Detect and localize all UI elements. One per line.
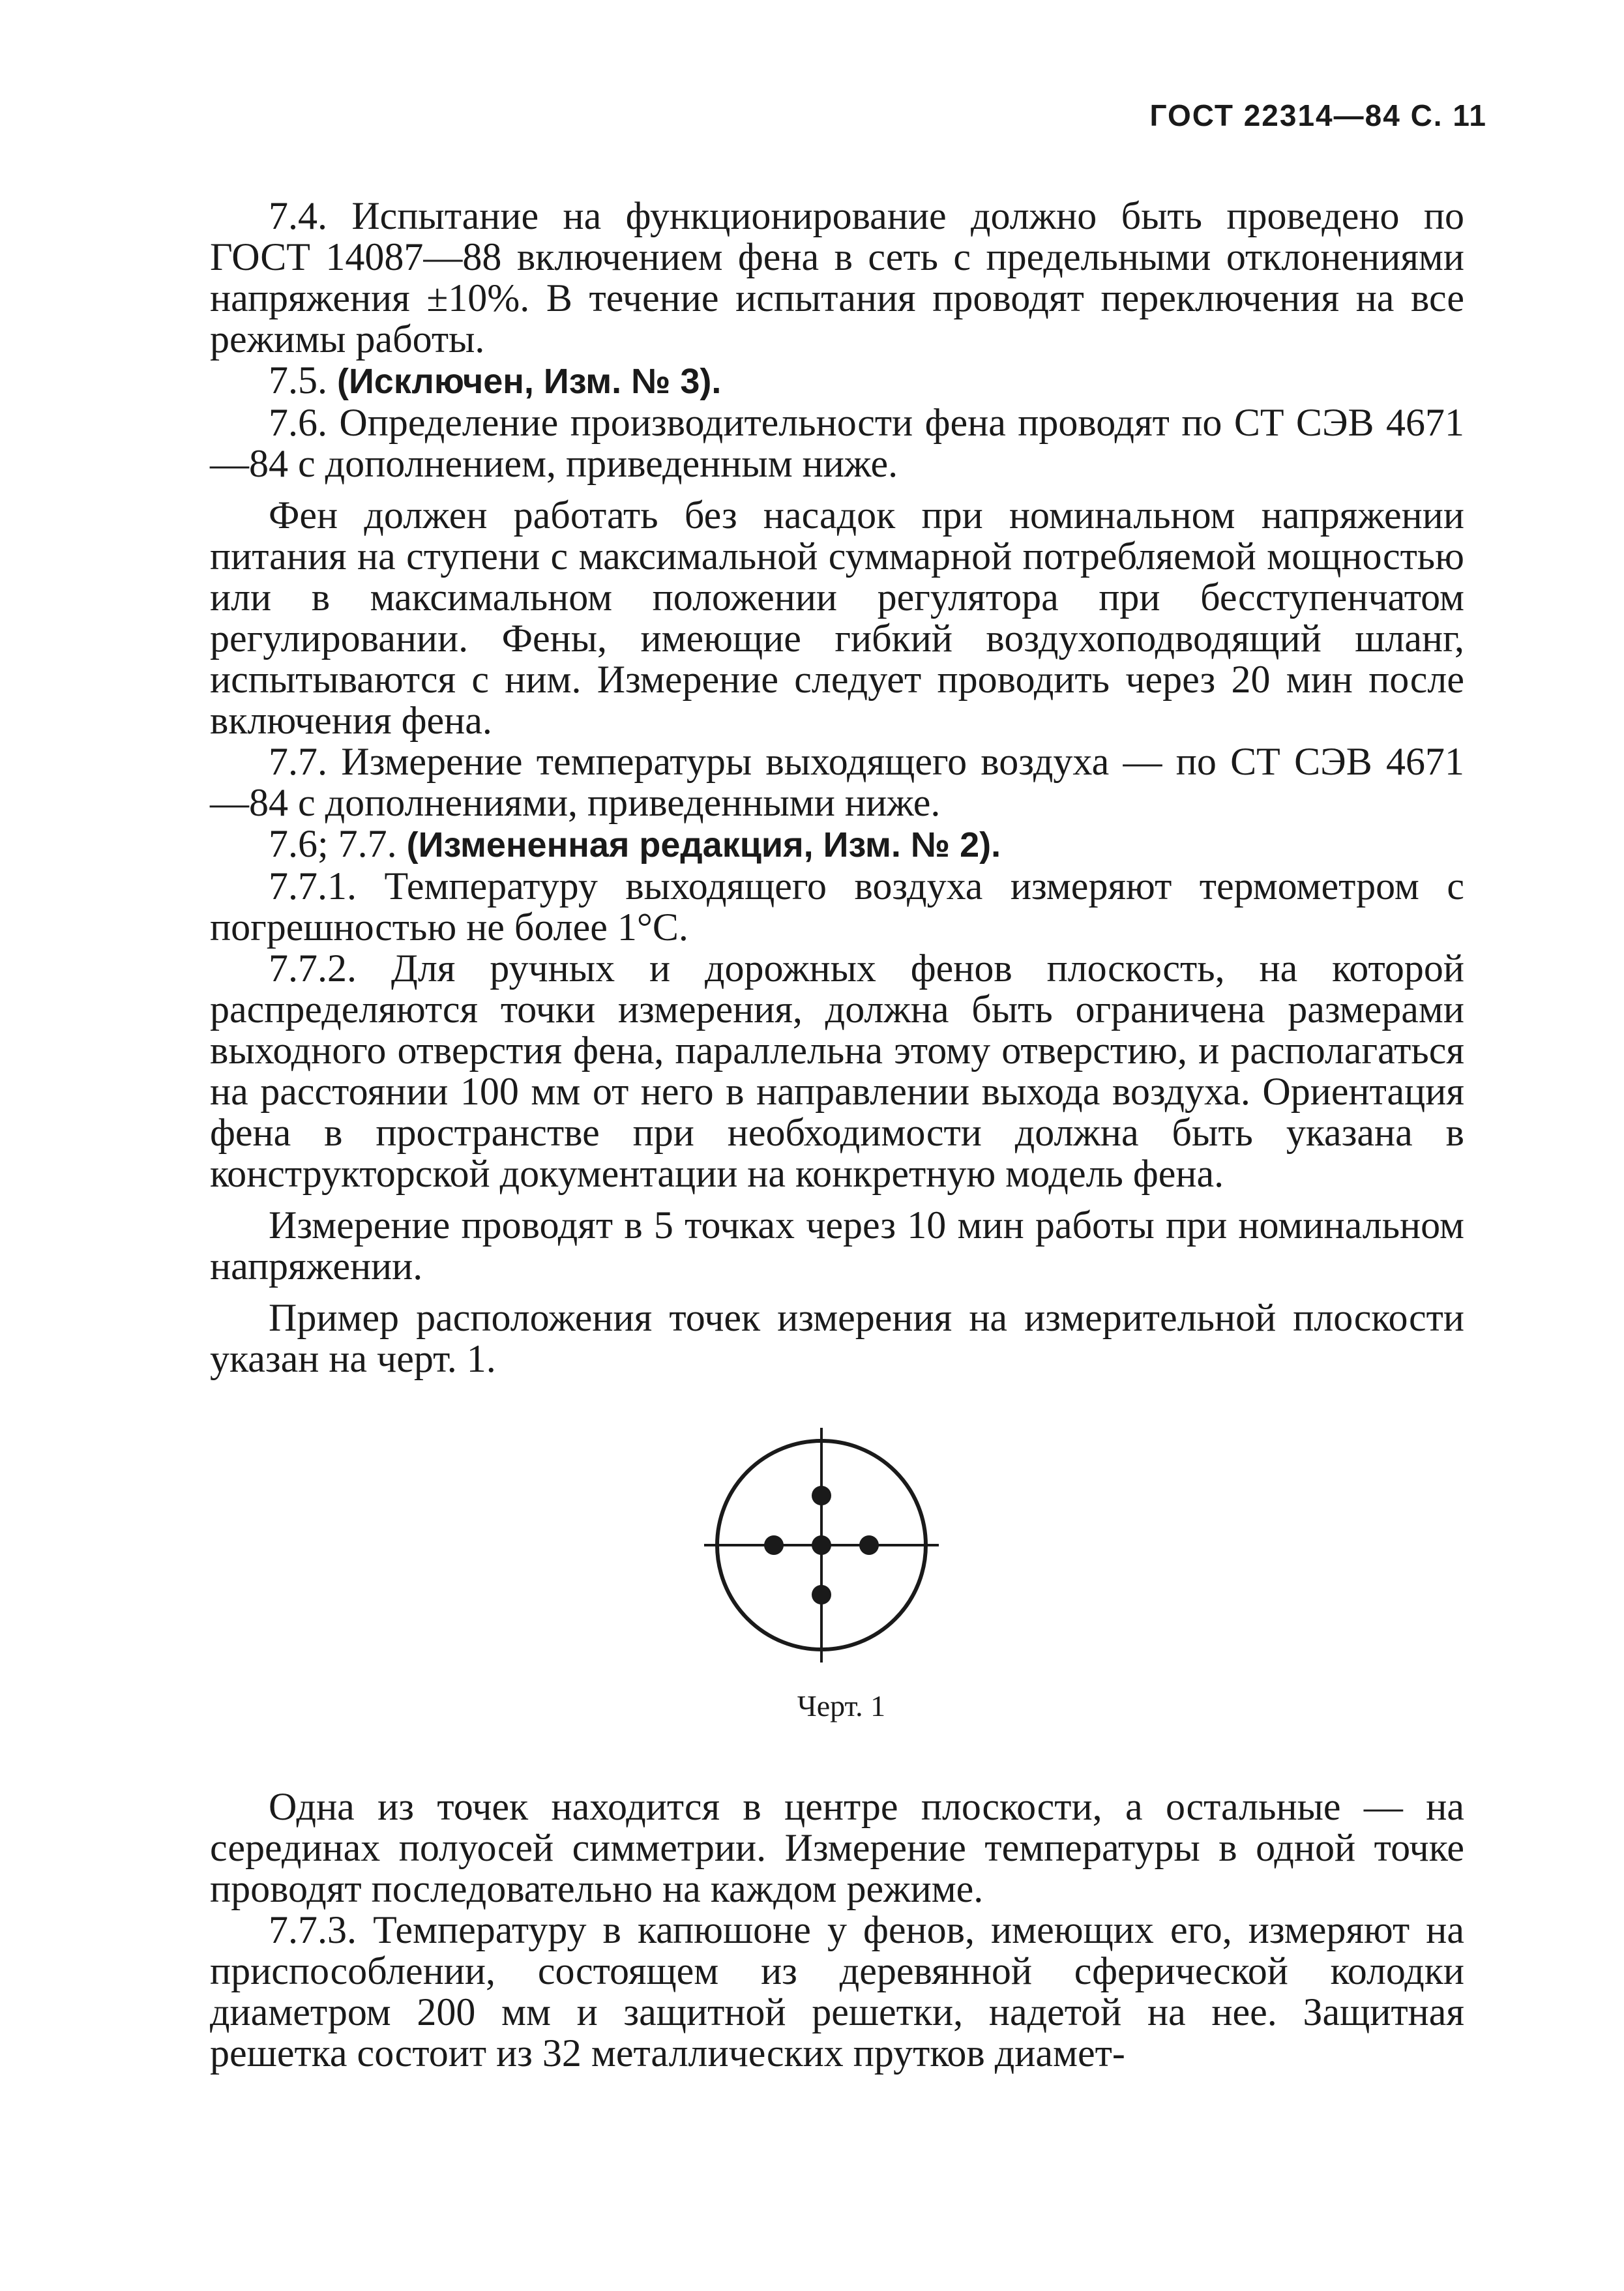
paragraph-7-6-7-7-amendment (210, 823, 1464, 866)
point-top (812, 1486, 831, 1505)
paragraph-dryer-operation: Фен должен работать без насадок при номинальном напряжении питания на ступени с максимальной суммарной потребляемой мощностью или в максимальном положении регулятора при бесступенчатом регулировании. Фены, имеющие гибкий воздухоподводящий шланг, испытываются с ним. Измерение следует проводить через 20 мин после включения фена. (210, 494, 1464, 742)
paragraph-7-4: 7.4. Испытание на функционирование должно быть проведено по ГОСТ 14087—88 включением фена в сеть с предельными отклонениями напряжения ±10%. В течение испытания проводят переключения на все режимы работы. (210, 194, 1464, 361)
point-center (812, 1535, 831, 1555)
paragraph-7-6-7-7-number: 7.6; 7.7. (269, 822, 407, 865)
paragraph-7-6: 7.6. Определение производительности фена проводят по СТ СЭВ 4671—84 с дополнением, приведенным ниже. (210, 401, 1464, 485)
paragraph-7-5 (210, 360, 1464, 402)
paragraph-example-ref: Пример расположения точек измерения на измерительной плоскости указан на черт. 1. (210, 1296, 1464, 1380)
paragraph-7-7-2: 7.7.2. Для ручных и дорожных фенов плоскость, на которой распределяются точки измерения, должна быть ограничена размерами выходного отверстия фена, параллельна этому отверстию, и располагаться на расстоянии 100 мм от него в направлении выхода воздуха. Ориентация фена в пространстве при необходимости должна быть указана в конструкторской документации на конкретную модель фена. (210, 947, 1464, 1195)
figure-caption: Черт. 1 (797, 1689, 886, 1722)
point-left (764, 1535, 784, 1555)
paragraph-five-points: Измерение проводят в 5 точках через 10 мин работы при номинальном напряжении. (210, 1204, 1464, 1288)
paragraph-7-6-7-7-note: (Измененная редакция, Изм. № 2). (406, 825, 1001, 865)
running-head: ГОСТ 22314—84 С. 11 (1149, 98, 1487, 132)
paragraph-point-location: Одна из точек находится в центре плоскости, а остальные — на серединах полуосей симметрии. Измерение температуры в одной точке проводят последовательно на каждом режиме. (210, 1785, 1464, 1910)
paragraph-7-7-1: 7.7.1. Температуру выходящего воздуха измеряют термометром с погрешностью не более 1°С. (210, 865, 1464, 949)
measurement-points-figure (691, 1415, 952, 1676)
paragraph-7-5-number: 7.5. (269, 359, 337, 402)
point-right (859, 1535, 879, 1555)
text-block-top (210, 196, 1464, 1380)
paragraph-7-7: 7.7. Измерение температуры выходящего воздуха — по СТ СЭВ 4671—84 с дополнениями, приведенными ниже. (210, 740, 1464, 824)
paragraph-7-5-amendment: (Исключен, Изм. № 3). (337, 362, 722, 401)
point-bottom (812, 1585, 831, 1604)
text-block-bottom (210, 1786, 1464, 2074)
paragraph-7-7-3: 7.7.3. Температуру в капюшоне у фенов, имеющих его, измеряют на приспособлении, состоящем из деревянной сферической колодки диаметром 200 мм и защитной решетки, надетой на нее. Защитная решетка состоит из 32 металлических прутков диамет- (210, 1908, 1464, 2075)
